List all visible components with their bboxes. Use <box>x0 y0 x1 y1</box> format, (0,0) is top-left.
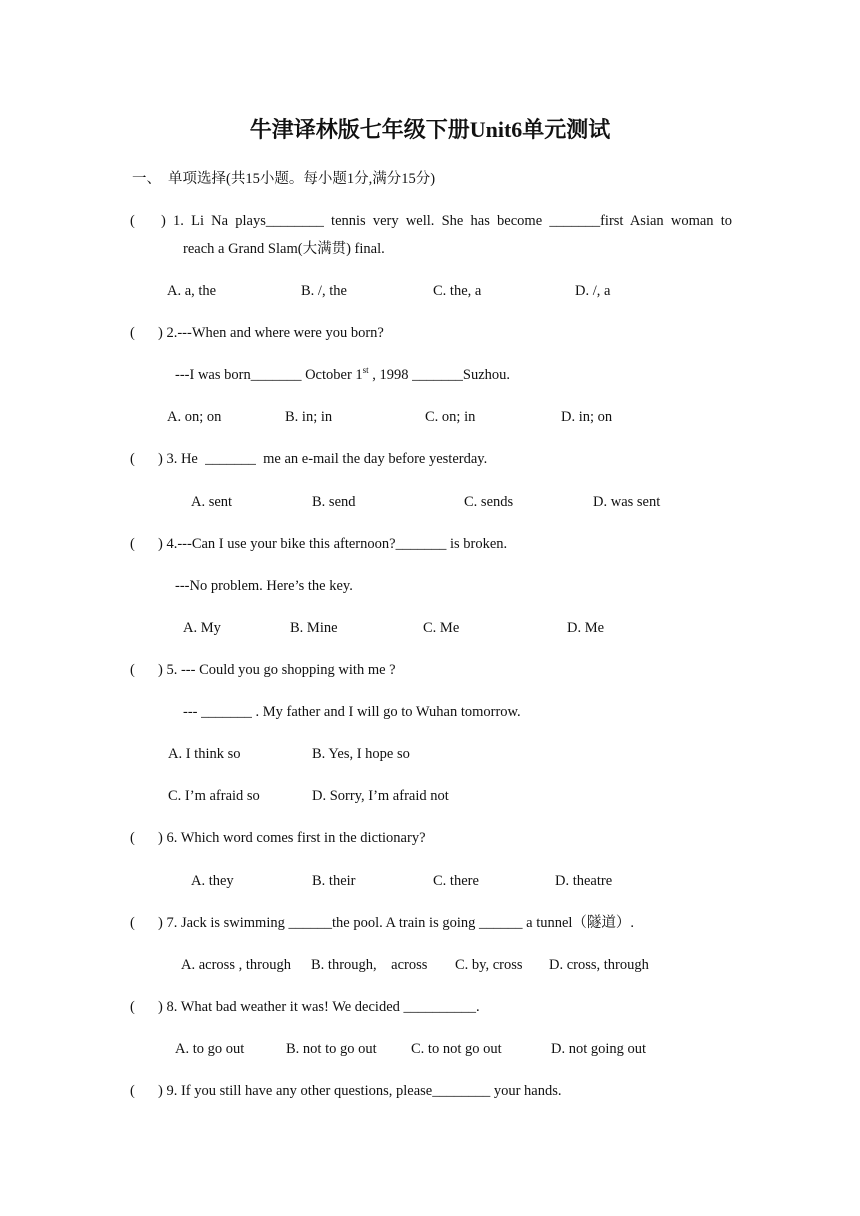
answer-paren-open: ( <box>130 536 135 552</box>
answer-paren-open: ( <box>130 1083 135 1099</box>
option-a: A. sent <box>191 494 233 510</box>
question-stem-continued: reach a Grand Slam(大满贯) final. <box>183 241 385 257</box>
option-a: A. across , through <box>181 957 291 973</box>
option-c: C. sends <box>464 494 514 510</box>
question-line-2: ---No problem. Here’s the key. <box>175 578 353 594</box>
answer-paren-open: ( <box>130 830 135 846</box>
option-d: D. was sent <box>593 494 661 510</box>
question-stem: ) 8. What bad weather it was! We decided __________. <box>158 999 480 1015</box>
option-a: A. to go out <box>175 1041 245 1057</box>
question-stem: ) 5. --- Could you go shopping with me ? <box>158 662 396 678</box>
question-stem: ) 6. Which word comes first in the dictionary? <box>158 830 426 846</box>
option-b: B. Mine <box>290 620 338 636</box>
option-d: D. cross, through <box>549 957 649 973</box>
option-d: D. theatre <box>555 873 613 889</box>
option-c: C. Me <box>423 620 460 636</box>
answer-paren-open: ( <box>130 915 135 931</box>
option-d: D. Me <box>567 620 605 636</box>
answer-paren-open: ( <box>130 662 135 678</box>
document-title: 牛津译林版七年级下册Unit6单元测试 <box>249 117 611 142</box>
question-stem: ) 3. He _______ me an e-mail the day before yesterday. <box>158 451 488 467</box>
question-stem: ) 4.---Can I use your bike this afternoon?_______ is broken. <box>158 536 508 552</box>
question-stem: ) 1. Li Na plays________ tennis very well. She has become _______first Asian woman to <box>161 213 732 229</box>
line-2-end: , 1998 _______Suzhou. <box>368 367 511 383</box>
option-b: B. in; in <box>285 409 333 425</box>
answer-paren-open: ( <box>130 999 135 1015</box>
question-line-2: --- _______ . My father and I will go to Wuhan tomorrow. <box>183 704 521 720</box>
answer-paren-open: ( <box>130 213 135 229</box>
line-2-start: ---I was born_______ October 1 <box>175 367 363 383</box>
option-c: C. the, a <box>433 283 482 299</box>
section-number: 一、 <box>132 171 161 187</box>
option-a: A. I think so <box>168 746 241 762</box>
option-c: C. there <box>433 873 479 889</box>
option-d: D. in; on <box>561 409 613 425</box>
option-d: D. /, a <box>575 283 611 299</box>
option-a: A. My <box>183 620 221 636</box>
question-stem: ) 7. Jack is swimming ______the pool. A train is going ______ a tunnel（隧道）. <box>158 915 635 931</box>
option-a: A. a, the <box>167 283 217 299</box>
option-a: A. they <box>191 873 234 889</box>
option-b: B. Yes, I hope so <box>312 746 410 762</box>
option-d: D. Sorry, I’m afraid not <box>312 788 449 804</box>
option-c: C. to not go out <box>411 1041 502 1057</box>
question-line-2 <box>175 366 510 384</box>
option-b: B. their <box>312 873 356 889</box>
option-c: C. on; in <box>425 409 476 425</box>
ordinal-suffix: st <box>362 365 369 376</box>
option-b: B. not to go out <box>286 1041 377 1057</box>
question-stem: ) 2.---When and where were you born? <box>158 325 384 341</box>
option-c: C. by, cross <box>455 957 523 973</box>
answer-paren-open: ( <box>130 451 135 467</box>
option-b: B. /, the <box>301 283 347 299</box>
option-d: D. not going out <box>551 1041 647 1057</box>
option-b: B. through, across <box>311 957 428 973</box>
section-heading: 单项选择(共15小题。每小题1分,满分15分) <box>168 171 436 187</box>
option-c: C. I’m afraid so <box>168 788 260 804</box>
option-a: A. on; on <box>167 409 222 425</box>
answer-paren-open: ( <box>130 325 135 341</box>
question-stem: ) 9. If you still have any other questions, please________ your hands. <box>158 1083 562 1099</box>
option-b: B. send <box>312 494 356 510</box>
